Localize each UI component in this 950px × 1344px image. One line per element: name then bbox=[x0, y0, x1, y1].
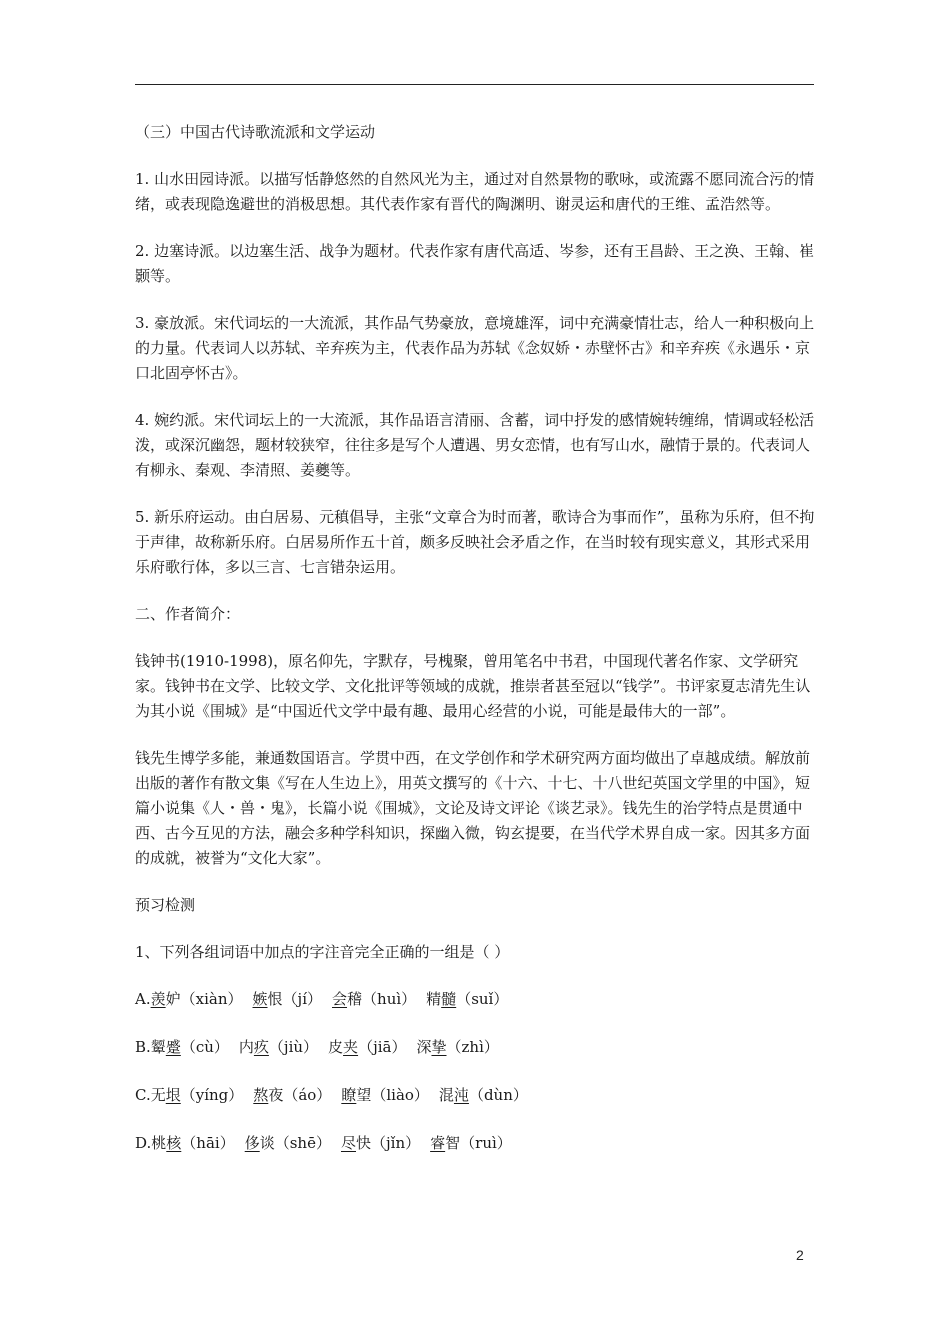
option-item: 深挚（zhì） bbox=[416, 1038, 499, 1056]
option-prefix: B. bbox=[135, 1038, 151, 1056]
marked-char: 侈 bbox=[244, 1134, 260, 1152]
option-item: 羡妒（xiàn） bbox=[150, 990, 243, 1008]
marked-char: 睿 bbox=[430, 1134, 446, 1152]
marked-char: 尽 bbox=[340, 1134, 356, 1152]
option-item: 嫉恨（jí） bbox=[252, 990, 322, 1008]
author-paragraph-1: 钱钟书(1910-1998)，原名仰先，字默存，号槐聚，曾用笔名中书君，中国现代著名作家、文学研究家。钱钟书在文学、比较文学、文化批评等领域的成就，推崇者甚至冠以“钱学”。书评家夏志清先生认为其小说《围城》是“中国近代文学中最有趣、最用心经营的小说，可能是最伟大的一部”。 bbox=[135, 652, 811, 720]
option-item: 睿智（ruì） bbox=[430, 1134, 512, 1152]
marked-char: 垠 bbox=[165, 1086, 181, 1104]
option-c bbox=[135, 1083, 819, 1108]
marked-char: 嫉 bbox=[252, 990, 268, 1008]
option-prefix: C. bbox=[135, 1086, 151, 1104]
paragraph-landscape-school: 1. 山水田园诗派。以描写恬静悠然的自然风光为主，通过对自然景物的歌咏，或流露不愿同流合污的情绪，或表现隐逸避世的消极思想。其代表作家有晋代的陶渊明、谢灵运和唐代的王维、孟浩然等。 bbox=[135, 170, 815, 213]
marked-char: 疚 bbox=[253, 1038, 269, 1056]
paragraph-bold-school: 3. 豪放派。宋代词坛的一大流派，其作品气势豪放，意境雄浑，词中充满豪情壮志，给人一种积极向上的力量。代表词人以苏轼、辛弃疾为主，代表作品为苏轼《念奴娇・赤壁怀古》和辛弃疾《永遇乐・京口北固亭怀古》。 bbox=[135, 314, 815, 382]
header-rule bbox=[135, 84, 814, 85]
marked-char: 核 bbox=[166, 1134, 182, 1152]
section-heading: （三）中国古代诗歌流派和文学运动 bbox=[135, 123, 376, 141]
paragraph-new-yuefu: 5. 新乐府运动。由白居易、元稹倡导，主张“文章合为时而著，歌诗合为事而作”，虽称为乐府，但不拘于声律，故称新乐府。白居易所作五十首，颇多反映社会矛盾之作，在当时较有现实意义，其形式采用乐府歌行体，多以三言、七言错杂运用。 bbox=[135, 508, 815, 576]
option-item: 无垠（yíng） bbox=[150, 1086, 244, 1104]
preview-heading: 预习检测 bbox=[135, 896, 196, 914]
option-item: 混沌（dùn） bbox=[438, 1086, 528, 1104]
author-heading: 二、作者简介： bbox=[135, 605, 241, 623]
option-b bbox=[135, 1035, 819, 1060]
marked-char: 夹 bbox=[343, 1038, 359, 1056]
page-number: 2 bbox=[796, 1247, 804, 1263]
page-content bbox=[135, 120, 819, 1179]
author-paragraph-2: 钱先生博学多能，兼通数国语言。学贯中西，在文学创作和学术研究两方面均做出了卓越成绩。解放前出版的著作有散文集《写在人生边上》，用英文撰写的《十六、十七、十八世纪英国文学里的中国》，短篇小说集《人・兽・鬼》，长篇小说《围城》，文论及诗文评论《谈艺录》。钱先生的治学特点是贯通中西、古今互见的方法，融会多种学科知识，探幽入微，钩玄提要，在当代学术界自成一家。因其多方面的成就，被誉为“文化大家”。 bbox=[135, 749, 811, 867]
marked-char: 熬 bbox=[253, 1086, 269, 1104]
option-item: 熬夜（áo） bbox=[253, 1086, 332, 1104]
option-a bbox=[135, 987, 819, 1012]
question-1: 1、下列各组词语中加点的字注音完全正确的一组是（ ） bbox=[135, 943, 510, 961]
option-prefix: D. bbox=[135, 1134, 152, 1152]
marked-char: 髓 bbox=[441, 990, 457, 1008]
option-prefix: A. bbox=[135, 990, 151, 1008]
option-item: 内疚（jiù） bbox=[238, 1038, 319, 1056]
option-d bbox=[135, 1131, 819, 1156]
option-item: 会稽（huì） bbox=[332, 990, 417, 1008]
option-item: 颦蹙（cù） bbox=[150, 1038, 229, 1056]
marked-char: 沌 bbox=[453, 1086, 469, 1104]
marked-char: 瞭 bbox=[341, 1086, 357, 1104]
marked-char: 蹙 bbox=[165, 1038, 181, 1056]
paragraph-graceful-school: 4. 婉约派。宋代词坛上的一大流派，其作品语言清丽、含蓄，词中抒发的感情婉转缠绵，情调或轻松活泼，或深沉幽怨，题材较狭窄，往往多是写个人遭遇、男女恋情，也有写山水，融情于景的。代表词人有柳永、秦观、李清照、姜夔等。 bbox=[135, 411, 815, 479]
marked-char: 羡 bbox=[150, 990, 166, 1008]
option-item: 皮夹（jiā） bbox=[328, 1038, 407, 1056]
marked-char: 挚 bbox=[431, 1038, 447, 1056]
option-item: 精髓（suǐ） bbox=[426, 990, 509, 1008]
option-item: 瞭望（liào） bbox=[341, 1086, 429, 1104]
marked-char: 会 bbox=[332, 990, 348, 1008]
option-item: 侈谈（shē） bbox=[244, 1134, 331, 1152]
option-item: 桃核（hāi） bbox=[151, 1134, 235, 1152]
paragraph-frontier-school: 2. 边塞诗派。以边塞生活、战争为题材。代表作家有唐代高适、岑参，还有王昌龄、王之涣、王翰、崔颢等。 bbox=[135, 242, 815, 285]
option-item: 尽快（jǐn） bbox=[340, 1134, 421, 1152]
